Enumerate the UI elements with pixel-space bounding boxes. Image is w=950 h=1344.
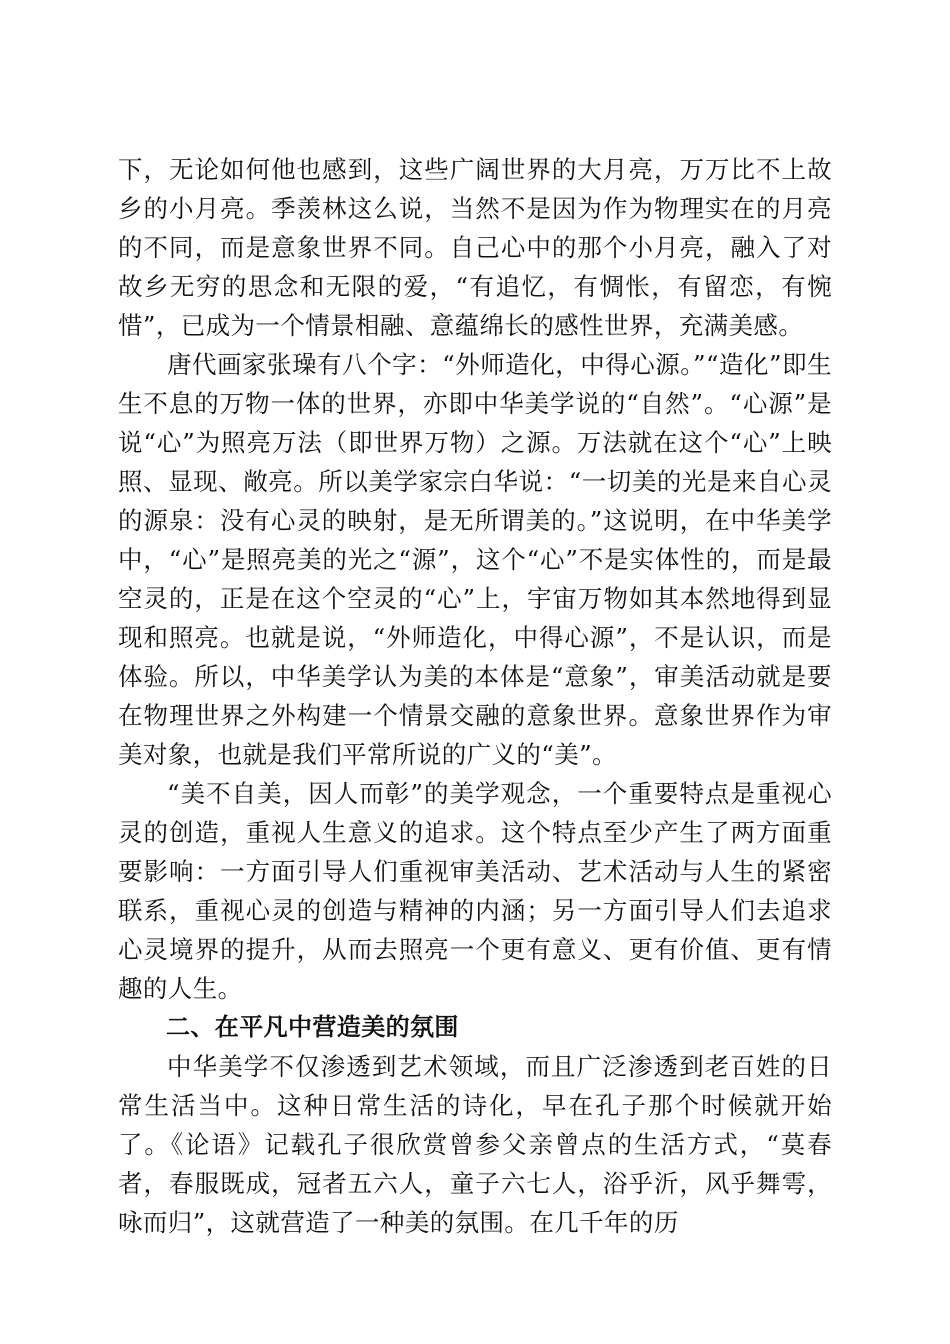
paragraph-beauty-concept: “美不自美，因人而彰”的美学观念，一个重要特点是重视心灵的创造，重视人生意义的追求。这个特点至少产生了两方面重要影响：一方面引导人们重视审美活动、艺术活动与人生的紧密联系，重视心灵的创造与精神的内涵；另一方面引导人们去追求心灵境界的提升，从而去照亮一个更有意义、更有价值、更有情趣的人生。 (118, 779, 832, 1003)
document-page (118, 150, 832, 1242)
section-heading: 二、在平凡中营造美的氛围 (166, 1013, 459, 1041)
paragraph-daily-life: 中华美学不仅渗透到艺术领域，而且广泛渗透到老百姓的日常生活当中。这种日常生活的诗化，早在孔子那个时候就开始了。《论语》记载孔子很欣赏曾参父亲曾点的生活方式，“莫春者，春服既成，冠者五六人，童子六七人，浴乎沂，风乎舞雩，咏而归”，这就营造了一种美的氛围。在几千年的历 (118, 1052, 832, 1237)
paragraph-zhang-zao: 唐代画家张璪有八个字：“外师造化，中得心源。”“造化”即生生不息的万物一体的世界，亦即中华美学说的“自然”。“心源”是说“心”为照亮万法（即世界万物）之源。万法就在这个“心”上映照、显现、敞亮。所以美学家宗白华说：“一切美的光是来自心灵的源泉：没有心灵的映射，是无所谓美的。”这说明，在中华美学中，“心”是照亮美的光之“源”，这个“心”不是实体性的，而是最空灵的，正是在这个空灵的“心”上，宇宙万物如其本然地得到显现和照亮。也就是说，“外师造化，中得心源”，不是认识，而是体验。所以，中华美学认为美的本体是“意象”，审美活动就是要在物理世界之外构建一个情景交融的意象世界。意象世界作为审美对象，也就是我们平常所说的广义的“美”。 (118, 350, 832, 769)
paragraph-continued: 下，无论如何他也感到，这些广阔世界的大月亮，万万比不上故乡的小月亮。季羡林这么说，当然不是因为作为物理实在的月亮的不同，而是意象世界不同。自己心中的那个小月亮，融入了对故乡无穷的思念和无限的爱，“有追忆，有惆怅，有留恋，有惋惜”，已成为一个情景相融、意蕴绵长的感性世界，充满美感。 (118, 155, 832, 340)
